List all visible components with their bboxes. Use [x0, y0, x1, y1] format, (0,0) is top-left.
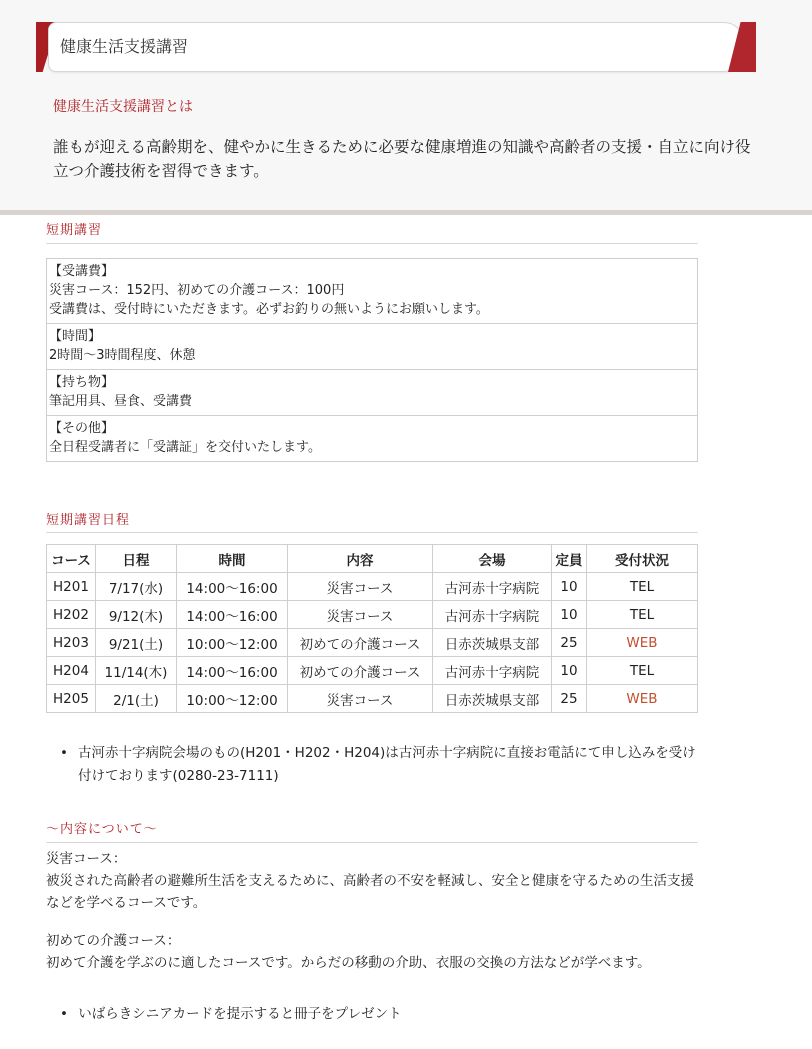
info-label: 【受講費】: [49, 264, 115, 279]
info-row-other: [47, 415, 697, 461]
table-row: [47, 629, 698, 657]
col-header: 時間: [177, 545, 288, 573]
course-content: 災害コース: [288, 685, 433, 713]
section-divider: [46, 842, 698, 843]
reception-status: TEL: [587, 573, 698, 601]
course-time: 14:00～16:00: [177, 657, 288, 685]
course-capacity: 10: [552, 657, 587, 685]
intro-text: 誰もが迎える高齢期を、健やかに生きるために必要な健康増進の知識や高齢者の支援・自立に向け役立つ介護技術を習得できます。: [53, 138, 751, 180]
col-header: 定員: [552, 545, 587, 573]
web-reception-link[interactable]: WEB: [587, 629, 698, 657]
content-item-title: 災害コース：: [46, 851, 127, 867]
course-time: 10:00～12:00: [177, 629, 288, 657]
course-capacity: 25: [552, 685, 587, 713]
col-header: 内容: [288, 545, 433, 573]
course-venue: 日赤茨城県支部: [433, 629, 552, 657]
schedule-table: [46, 544, 698, 713]
info-label: 【持ち物】: [49, 375, 115, 390]
course-code: H203: [47, 629, 96, 657]
table-row: [47, 601, 698, 629]
info-text: 2時間～3時間程度、休憩: [49, 348, 196, 363]
course-date: 2/1(土): [96, 685, 177, 713]
short-course-heading: 短期講習: [46, 223, 103, 238]
course-code: H205: [47, 685, 96, 713]
senior-card-note: [60, 1002, 402, 1022]
phone-note: [60, 742, 700, 788]
course-capacity: 10: [552, 601, 587, 629]
note-text: 古河赤十字病院会場のもの(H201・H202・H204)は古河赤十字病院に直接お電話にて申し込みを受け付けております(0280-23-7111): [78, 745, 696, 784]
info-row-time: [47, 323, 697, 369]
col-header: 日程: [96, 545, 177, 573]
course-content: 災害コース: [288, 601, 433, 629]
section-divider: [46, 243, 698, 244]
info-row-fee: [47, 259, 697, 323]
info-text: 筆記用具、昼食、受講費: [49, 394, 193, 409]
info-text: 全日程受講者に「受講証」を交付いたします。: [49, 440, 321, 455]
course-time: 10:00～12:00: [177, 685, 288, 713]
divider: [0, 210, 812, 215]
table-row: [47, 657, 698, 685]
course-venue: 古河赤十字病院: [433, 657, 552, 685]
course-date: 7/17(水): [96, 573, 177, 601]
course-capacity: 10: [552, 573, 587, 601]
senior-card-text: いばらきシニアカードを提示すると冊子をプレゼント: [78, 1006, 402, 1022]
contents-heading: ～内容について～: [46, 822, 158, 837]
course-time: 14:00～16:00: [177, 573, 288, 601]
course-content: 初めての介護コース: [288, 629, 433, 657]
course-venue: 古河赤十字病院: [433, 601, 552, 629]
reception-status: TEL: [587, 601, 698, 629]
course-time: 14:00～16:00: [177, 601, 288, 629]
content-item-care: [46, 930, 696, 974]
course-code: H202: [47, 601, 96, 629]
course-date: 9/21(土): [96, 629, 177, 657]
course-content: 災害コース: [288, 573, 433, 601]
info-label: 【その他】: [49, 421, 115, 436]
info-row-belongings: [47, 369, 697, 415]
reception-status: TEL: [587, 657, 698, 685]
course-capacity: 25: [552, 629, 587, 657]
table-row: [47, 685, 698, 713]
section-divider: [46, 532, 698, 533]
course-date: 9/12(木): [96, 601, 177, 629]
col-header: 受付状況: [587, 545, 698, 573]
course-date: 11/14(木): [96, 657, 177, 685]
info-text: 受講費は、受付時にいただきます。必ずお釣りの無いようにお願いします。: [49, 302, 489, 317]
table-row: [47, 573, 698, 601]
info-text: 災害コース：152円、初めての介護コース：100円: [49, 283, 345, 298]
col-header: 会場: [433, 545, 552, 573]
course-content: 初めての介護コース: [288, 657, 433, 685]
course-venue: 日赤茨城県支部: [433, 685, 552, 713]
bullet-icon: •: [60, 745, 68, 761]
course-code: H201: [47, 573, 96, 601]
course-venue: 古河赤十字病院: [433, 573, 552, 601]
content-item-title: 初めての介護コース：: [46, 933, 181, 949]
col-header: コース: [47, 545, 96, 573]
web-reception-link[interactable]: WEB: [587, 685, 698, 713]
content-item-text: 被災された高齢者の避難所生活を支えるために、高齢者の不安を軽減し、安全と健康を守るための生活支援などを学べるコースです。: [46, 873, 694, 911]
content-item-text: 初めて介護を学ぶのに適したコースです。からだの移動の介助、衣服の交換の方法などが学べます。: [46, 955, 651, 971]
bullet-icon: •: [60, 1006, 68, 1022]
course-info-table: [46, 258, 698, 462]
page-title: 健康生活支援講習: [60, 37, 189, 56]
info-label: 【時間】: [49, 329, 102, 344]
course-code: H204: [47, 657, 96, 685]
schedule-heading: 短期講習日程: [46, 513, 131, 528]
table-header-row: [47, 545, 698, 573]
intro-heading: 健康生活支援講習とは: [53, 99, 193, 115]
title-bar: [36, 22, 756, 72]
content-item-disaster: [46, 848, 696, 914]
